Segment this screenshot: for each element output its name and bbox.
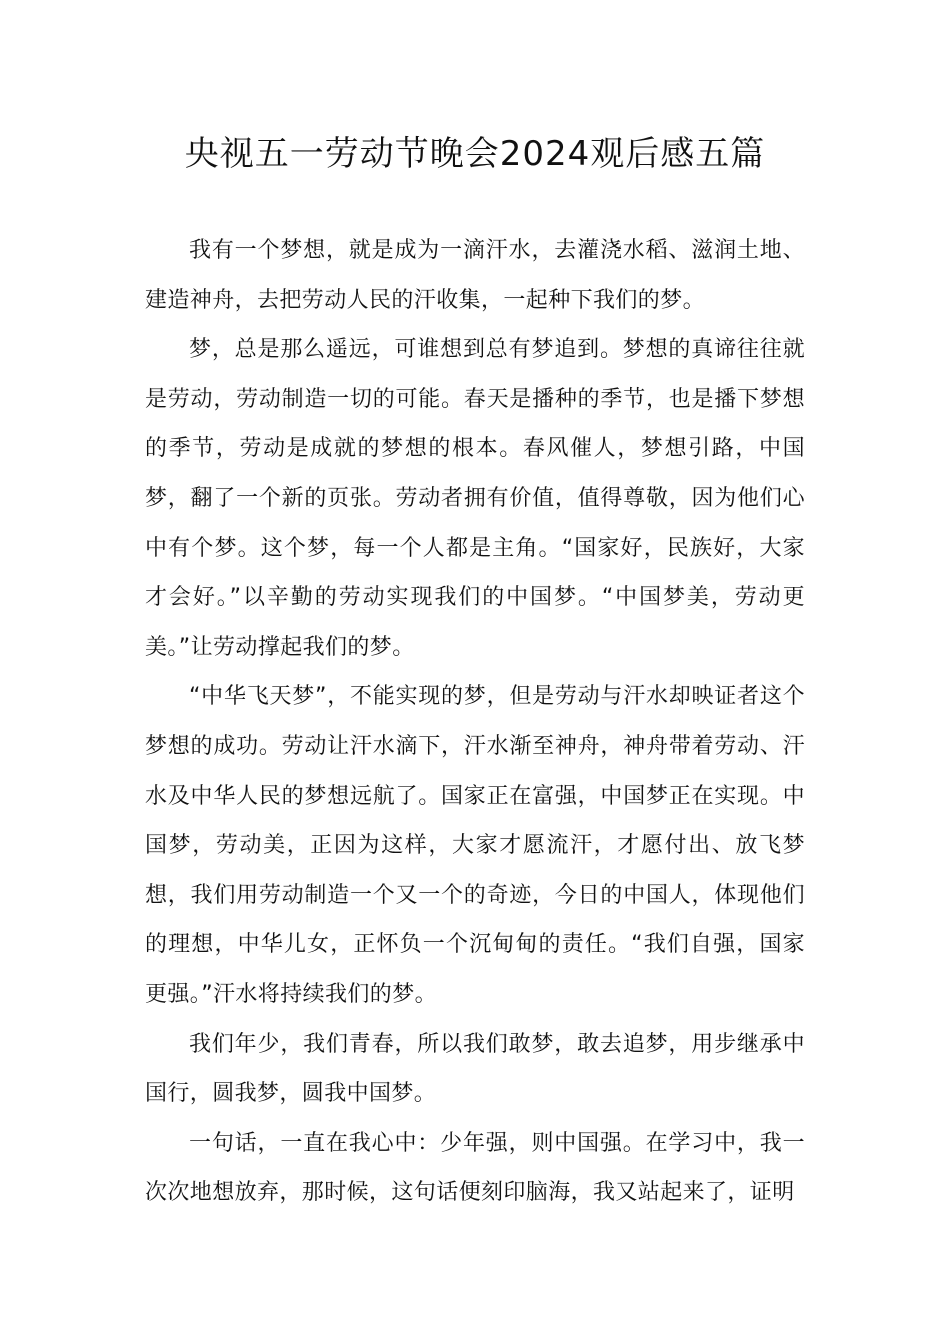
paragraph-1: 我有一个梦想，就是成为一滴汗水，去灌浇水稻、滋润土地、建造神舟，去把劳动人民的汗收集，一起种下我们的梦。 [145, 238, 805, 313]
document-title: 央视五一劳动节晚会2024观后感五篇 [184, 134, 766, 174]
paragraph-5: 一句话，一直在我心中：少年强，则中国强。在学习中，我一次次地想放弃，那时候，这句话便刻印脑海，我又站起来了，证明 [145, 1130, 805, 1206]
paragraph-3: “中华飞天梦”，不能实现的梦，但是劳动与汗水却映证者这个梦想的成功。劳动让汗水滴下，汗水渐至神舟，神舟带着劳动、汗水及中华人民的梦想远航了。国家正在富强，中国梦正在实现。中国梦，劳动美，正因为这样，大家才愿流汗，才愿付出、放飞梦想，我们用劳动制造一个又一个的奇迹，今日的中国人，体现他们的理想，中华儿女，正怀负一个沉甸甸的责任。“我们自强，国家更强。”汗水将持续我们的梦。 [145, 684, 805, 1007]
document-body [145, 226, 805, 1218]
paragraph-2: 梦，总是那么遥远，可谁想到总有梦追到。梦想的真谛往往就是劳动，劳动制造一切的可能。春天是播种的季节，也是播下梦想的季节，劳动是成就的梦想的根本。春风催人，梦想引路，中国梦，翻了一个新的页张。劳动者拥有价值，值得尊敬，因为他们心中有个梦。这个梦，每一个人都是主角。“国家好，民族好，大家才会好。”以辛勤的劳动实现我们的中国梦。“中国梦美，劳动更美。”让劳动撑起我们的梦。 [145, 337, 805, 660]
paragraph-4: 我们年少，我们青春，所以我们敢梦，敢去追梦，用步继承中国行，圆我梦，圆我中国梦。 [145, 1031, 805, 1107]
